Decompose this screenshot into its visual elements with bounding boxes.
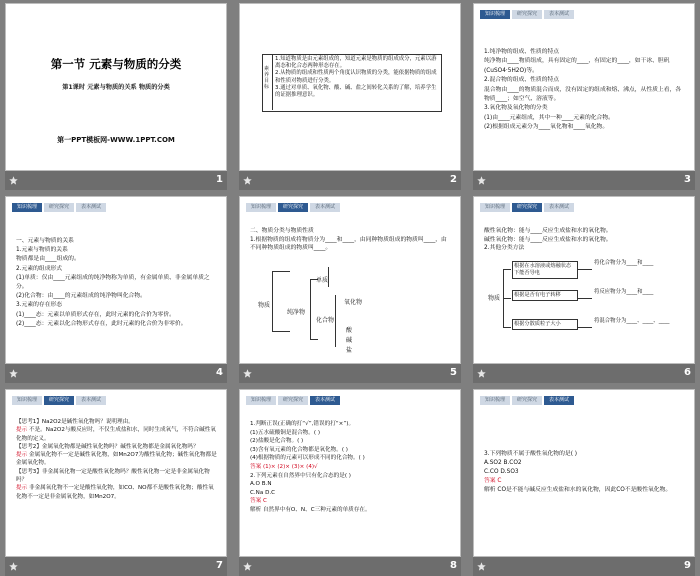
tab-knowledge[interactable]: 知识梳理	[12, 203, 42, 212]
slide-thumb-6[interactable]	[473, 196, 695, 383]
tab-bar	[12, 396, 106, 405]
slide-footer	[239, 364, 461, 383]
slide-footer	[5, 364, 227, 383]
analysis-text: 解析 自然界中有O、N、C三种元素的单质存在。	[250, 506, 371, 513]
question-text: (4)根据物质的元素可以形成不同的化合物。( )	[250, 455, 365, 462]
star-icon[interactable]	[477, 176, 486, 185]
hint-text: 非金属氧化物不一定是酸性氧化物，如CO、NO都不是酸性氧化物；酸性氧化物不一定是非金属氧化物，如Mn2O7。	[16, 485, 214, 500]
star-icon[interactable]	[9, 369, 18, 378]
question-text: 【思考2】金属氧化物都是碱性氧化物吗？碱性氧化物都是金属氧化物吗？	[16, 443, 199, 450]
slide-4	[5, 196, 227, 364]
star-icon[interactable]	[243, 562, 252, 571]
content-line: 1.纯净物的组成、性质的特点	[484, 49, 560, 55]
slide-9	[473, 389, 695, 557]
slide-footer	[473, 171, 695, 190]
side-label: 素养目标	[264, 66, 270, 90]
content-line: 物质都是由____组成的。	[16, 256, 80, 263]
slide-5	[239, 196, 461, 364]
tab-test[interactable]: 表本测试	[544, 10, 574, 19]
hint-label: 提示	[16, 427, 28, 434]
content-line: (1)单质：仅由____元素组成的纯净物称为单质，有金属单质、非金属单质之分。	[16, 274, 210, 291]
star-icon[interactable]	[9, 176, 18, 185]
tree-node-base: 碱	[346, 337, 353, 344]
option: B.N	[261, 481, 272, 488]
answer-text: 答案 (1)× (2)× (3)× (4)√	[250, 463, 318, 470]
answer-text: 答案 C	[484, 478, 502, 484]
hint-label: 提示	[16, 452, 28, 459]
basis-box: 根据在水溶液或熔融状态下能否导电	[512, 261, 578, 279]
star-icon[interactable]	[477, 562, 486, 571]
slide-3	[473, 3, 695, 171]
question-text: (1)五水硫酸铜是混合物。( )	[250, 429, 321, 436]
content-line: (2)____态：元素以化合物形式存在，此时元素的化合价为非零价。	[16, 320, 187, 327]
slide-thumb-8[interactable]	[239, 389, 461, 576]
content-line: 酸性氧化物：能与____反应生成盐和水的氧化物。	[484, 228, 612, 234]
content-line: 2.元素的组成形式	[16, 265, 63, 272]
tab-explore[interactable]: 研究探究	[278, 396, 308, 405]
slide-number: 9	[684, 560, 691, 571]
content-line: 3.元素的存在形态	[16, 302, 63, 309]
result-text: 将化合物分为____和____	[594, 260, 654, 266]
slide-thumb-7[interactable]	[5, 389, 227, 576]
diagram-root: 物质	[488, 295, 501, 302]
slide-footer	[473, 364, 695, 383]
tab-bar	[246, 396, 340, 405]
tree-node-simple: 单质	[316, 277, 329, 284]
tab-knowledge[interactable]: 知识梳理	[246, 396, 276, 405]
tab-test[interactable]: 表本测试	[544, 396, 574, 405]
slide-thumb-4[interactable]	[5, 196, 227, 383]
tab-knowledge[interactable]: 知识梳理	[246, 203, 276, 212]
tree-node-root: 物质	[258, 302, 271, 309]
tree-node-compound: 化合物	[316, 317, 335, 324]
tab-explore[interactable]: 研究探究	[512, 396, 542, 405]
hint-text: 金属氧化物不一定是碱性氧化物，如Mn2O7为酸性氧化物；碱性氧化物都是金属氧化物。	[16, 452, 217, 467]
question-text: (2)盐酸是化合物。( )	[250, 438, 304, 445]
tab-bar	[480, 396, 574, 405]
option: A.SO2 B.CO2	[484, 460, 522, 466]
tab-test[interactable]: 表本测试	[544, 203, 574, 212]
slide-8	[239, 389, 461, 557]
question-text: 【思考1】Na2O2是碱性氧化物吗？说明理由。	[16, 419, 134, 425]
content-line: 二、物质分类与物质性质	[250, 228, 314, 234]
slide-footer	[239, 171, 461, 190]
slide-1	[5, 3, 227, 171]
slide-number: 6	[684, 367, 691, 378]
tree-node-pure: 纯净物	[287, 309, 306, 316]
content-line: (1)由____元素组成，其中一种____元素的化合物。	[484, 114, 614, 121]
content-line: 2.混合物的组成、性质的特点	[484, 77, 560, 84]
content-line: 碱性氧化物：能与____反应生成盐和水的氧化物。	[484, 236, 612, 243]
question-text: 2.下列元素在自然界中只有化合态的是( )	[250, 472, 351, 479]
star-icon[interactable]	[9, 562, 18, 571]
result-text: 将反应物分为____和____	[594, 289, 654, 295]
content-line: 一、元素与物质的关系	[16, 238, 74, 244]
slide-subtitle: 第1课时 元素与物质的关系 物质的分类	[62, 84, 170, 91]
slide-footer	[5, 557, 227, 576]
tab-knowledge[interactable]: 知识梳理	[12, 396, 42, 405]
slide-thumb-5[interactable]	[239, 196, 461, 383]
content-line: 3.氧化物及氧化物的分类	[484, 105, 548, 112]
slide-thumb-2[interactable]	[239, 3, 461, 190]
analysis-text: 解析 CO是不能与碱反应生成盐和水的氧化物，因此CO不是酸性氧化物。	[484, 487, 672, 493]
slide-number: 4	[216, 367, 223, 378]
result-text: 将混合物分为____、____、____	[594, 318, 670, 324]
tab-bar	[480, 10, 574, 19]
tab-explore[interactable]: 研究探究	[512, 10, 542, 19]
content-line: 混合物由____的物质混合而成，没有固定的组成和熔、沸点，从性质上看，各物质____；如空气、溶液等。	[484, 86, 682, 103]
tab-bar	[12, 203, 106, 212]
slide-footer	[239, 557, 461, 576]
slide-footer	[473, 557, 695, 576]
tab-knowledge[interactable]: 知识梳理	[480, 10, 510, 19]
slide-2	[239, 3, 461, 171]
slide-thumb-1[interactable]	[5, 3, 227, 190]
content-line: 2.其他分类方法	[484, 245, 525, 252]
question-text: 1.判断正误(正确的打“√”,错误的打“×”)。	[250, 421, 355, 427]
slide-title: 第一节 元素与物质的分类	[50, 57, 182, 71]
star-icon[interactable]	[477, 369, 486, 378]
option: D.C	[265, 489, 276, 496]
content-line: (2)化合物：由____的元素组成的纯净物叫化合物。	[16, 293, 146, 300]
slide-7	[5, 389, 227, 557]
tab-explore[interactable]: 研究探究	[44, 203, 74, 212]
tree-node-acid: 酸	[346, 327, 353, 334]
tab-explore[interactable]: 研究探究	[278, 203, 308, 212]
content-line: 1.元素与物质的关系	[16, 247, 68, 254]
hint-text: 不是。Na2O2与酸反应时，不仅生成盐和水，同时生成氧气，不符合碱性氧化物的定义。	[16, 427, 216, 442]
basis-box: 根据分散质粒子大小	[512, 319, 578, 330]
tab-test[interactable]: 表本测试	[310, 203, 340, 212]
tree-node-salt: 盐	[346, 347, 353, 354]
objective-line: 3.通过对单质、氧化物、酸、碱、盐之间转化关系的了解，培养学生的证据推理意识。	[275, 84, 437, 99]
tree-node-oxide: 氧化物	[344, 299, 363, 306]
hint-label: 提示	[16, 485, 28, 492]
tab-test[interactable]: 表本测试	[76, 396, 106, 405]
tab-explore[interactable]: 研究探究	[512, 203, 542, 212]
tab-bar	[246, 203, 340, 212]
slide-6	[473, 196, 695, 364]
slide-number: 2	[450, 174, 457, 185]
tab-knowledge[interactable]: 知识梳理	[480, 203, 510, 212]
question-text: (3)含有氧元素的化合物都是氧化物。( )	[250, 446, 348, 453]
slide-thumb-9[interactable]	[473, 389, 695, 576]
tab-test[interactable]: 表本测试	[310, 396, 340, 405]
slide-number: 1	[216, 174, 223, 185]
content-line: (1)____态：元素以单质形式存在，此时元素的化合价为零价。	[16, 311, 175, 318]
tab-knowledge[interactable]: 知识梳理	[480, 396, 510, 405]
option: C.CO D.SO3	[484, 469, 519, 475]
watermark-text: 第一PPT模板网-WWW.1PPT.COM	[57, 136, 175, 144]
tab-bar	[480, 203, 574, 212]
objective-line: 2.从物质的组成和性质两个角度认识物质的分类，能依据物质的组成和性质对物质进行分类。	[275, 70, 437, 84]
slide-number: 5	[450, 367, 457, 378]
content-line: 纯净物由____物质组成，具有固定的____，有固定的____，如干冰、胆矾(CuSO4·5H2O)等。	[484, 58, 670, 74]
content-line: 1.根据物质的组成将物质分为____和____，由同种物质组成的物质叫____，由不同种物质组成的物质叫____。	[250, 236, 447, 252]
content-line: (2)根据组成元素分为____氧化物和____氧化物。	[484, 124, 609, 131]
basis-box: 根据是否有电子转移	[512, 290, 578, 301]
option: C.Na	[250, 489, 264, 496]
question-text: 3.下列物质不属于酸性氧化物的是( )	[484, 451, 578, 457]
question-text: 【思考3】非金属氧化物一定是酸性氧化物吗？酸性氧化物一定是非金属氧化物吗？	[16, 468, 210, 484]
tab-explore[interactable]: 研究探究	[44, 396, 74, 405]
objective-line: 1.知道物质是由元素组成的，知道元素是物质的组成成分，元素以游离态和化合态两种形态存在。	[275, 56, 437, 70]
slide-footer	[5, 171, 227, 190]
slide-number: 7	[216, 560, 223, 571]
slide-thumb-3[interactable]	[473, 3, 695, 190]
tab-test[interactable]: 表本测试	[76, 203, 106, 212]
option: A.O	[250, 481, 260, 488]
slide-number: 8	[450, 560, 457, 571]
star-icon[interactable]	[243, 176, 252, 185]
answer-text: 答案 C	[250, 498, 267, 505]
star-icon[interactable]	[243, 369, 252, 378]
slide-number: 3	[684, 174, 691, 185]
